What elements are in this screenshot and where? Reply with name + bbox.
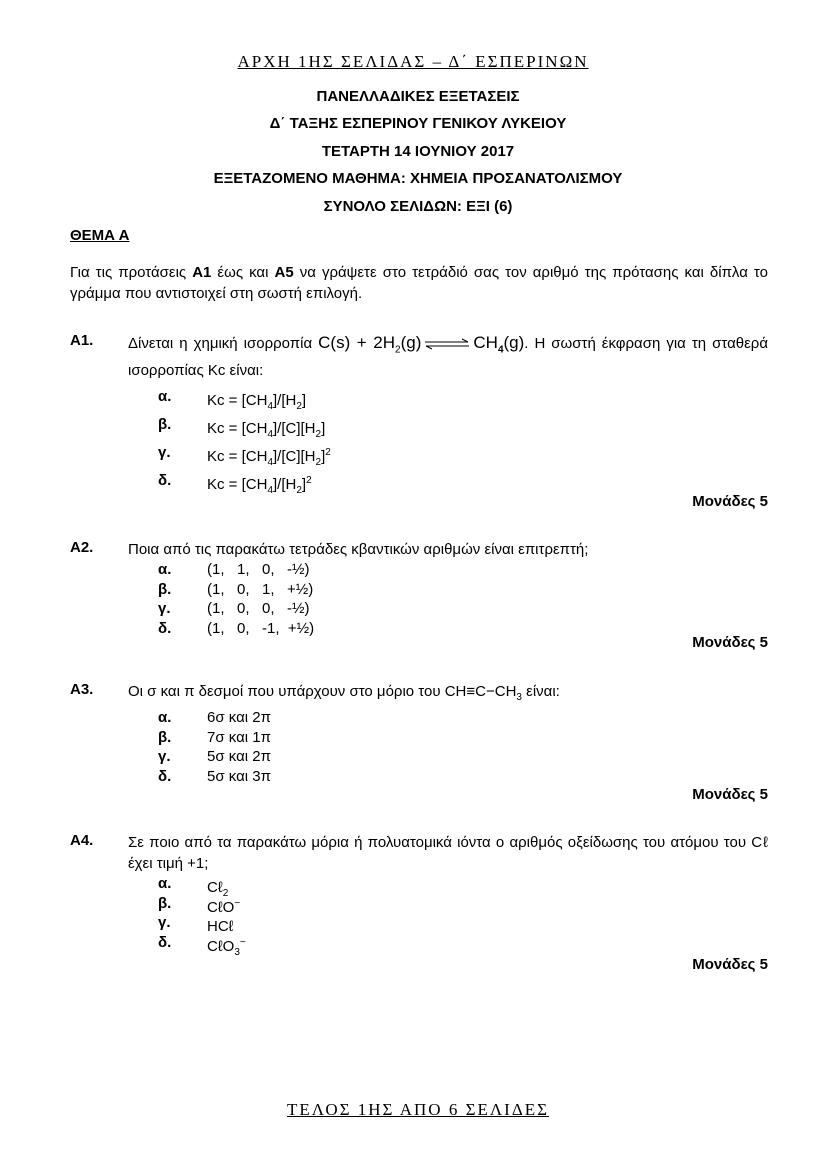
option-d: δ. (1, 0, -1, +½) xyxy=(158,619,315,637)
question-text: Ποια από τις παρακάτω τετράδες κβαντικών αριθμών είναι επιτρεπτή; xyxy=(128,541,589,558)
marks-a2: Μονάδες 5 xyxy=(692,634,768,651)
exam-subject: ΕΞΕΤΑΖΟΜΕΝΟ ΜΑΘΗΜΑ: ΧΗΜΕΙΑ ΠΡΟΣΑΝΑΤΟΛΙΣΜΟΥ xyxy=(213,170,623,187)
option-b: β. (1, 0, 1, +½) xyxy=(158,580,314,598)
question-a3 xyxy=(70,681,768,786)
question-text: Δίνεται η χημική ισορροπία $C(s) + 2H_2(g)$ $CH_4(g)$. Η σωστή έκφραση για τη σταθερά ισορροπίας Kc είναι: xyxy=(128,333,768,380)
option-d: δ. 5σ και 3π xyxy=(158,767,271,785)
marks-a1: Μονάδες 5 xyxy=(692,493,768,510)
option-c: γ. (1, 0, 0, -½) xyxy=(158,600,310,617)
option-b: β. 7σ και 1π xyxy=(158,728,271,746)
option-d: δ. CℓO$_3$− xyxy=(158,933,246,958)
option-a: α. 6σ και 2π xyxy=(158,709,271,726)
option-c: γ. 5σ και 2π xyxy=(158,748,271,765)
options-a1 xyxy=(70,383,768,495)
question-number: Α1. xyxy=(70,332,94,349)
question-text: Οι σ και π δεσμοί που υπάρχουν στο μόριο του $CH\equiv C-CH_3$ είναι: xyxy=(128,683,560,703)
equilibrium-equation: $C(s) + 2H_2(g)$ $CH_4(g)$ xyxy=(318,333,525,356)
option-a: α. Cℓ$_2$ xyxy=(158,875,229,899)
page-header: ΑΡΧΗ 1ΗΣ ΣΕΛΙΔΑΣ – Δ΄ ΕΣΠΕΡΙΝΩΝ xyxy=(237,52,589,71)
exam-date: ΤΕΤΑΡΤΗ 14 ΙΟΥΝΙΟΥ 2017 xyxy=(321,143,515,160)
question-text: Σε ποιο από τα παρακάτω μόρια ή πολυατομικά ιόντα ο αριθμός οξείδωσης του ατόμου του Cℓ έχει τιμή +1; xyxy=(128,834,768,872)
equilibrium-arrows-icon xyxy=(423,338,471,350)
question-number: Α4. xyxy=(70,832,94,849)
theme-title: ΘΕΜΑ Α xyxy=(70,227,130,244)
option-a: α. $Kc = [CH_4]/[H_2]$ xyxy=(158,388,307,412)
option-c: γ. HCℓ xyxy=(158,914,234,935)
exam-pages: ΣΥΝΟΛΟ ΣΕΛΙΔΩΝ: ΕΞΙ (6) xyxy=(323,198,513,215)
marks-a4: Μονάδες 5 xyxy=(692,956,768,973)
question-number: Α3. xyxy=(70,681,94,698)
option-d: δ. $Kc = [CH_4]/[H_2]^2$ xyxy=(158,472,312,496)
option-c: γ. $Kc = [CH_4]/[C][H_2]^2$ xyxy=(158,444,331,468)
question-a2 xyxy=(70,539,768,638)
marks-a3: Μονάδες 5 xyxy=(692,786,768,803)
instructions: Για τις προτάσεις Α1 έως και Α5 να γράψετε στο τετράδιό σας τον αριθμό της πρότασης και δίπλα το γράμμα που αντιστοιχεί στη σωστή επιλογή. xyxy=(70,264,768,302)
option-b: β. $Kc = [CH_4]/[C][H_2]$ xyxy=(158,416,326,440)
question-number: Α2. xyxy=(70,539,94,556)
option-b: β. CℓO− xyxy=(158,894,241,916)
page-footer: ΤΕΛΟΣ 1ΗΣ ΑΠΟ 6 ΣΕΛΙΔΕΣ xyxy=(286,1100,550,1119)
question-a1 xyxy=(70,332,768,381)
exam-class: Δ΄ ΤΑΞΗΣ ΕΣΠΕΡΙΝΟΥ ΓΕΝΙΚΟΥ ΛΥΚΕΙΟΥ xyxy=(269,115,567,132)
question-a4 xyxy=(70,832,768,958)
exam-title: ΠΑΝΕΛΛΑΔΙΚΕΣ ΕΞΕΤΑΣΕΙΣ xyxy=(316,88,520,105)
option-a: α. (1, 1, 0, -½) xyxy=(158,561,310,578)
